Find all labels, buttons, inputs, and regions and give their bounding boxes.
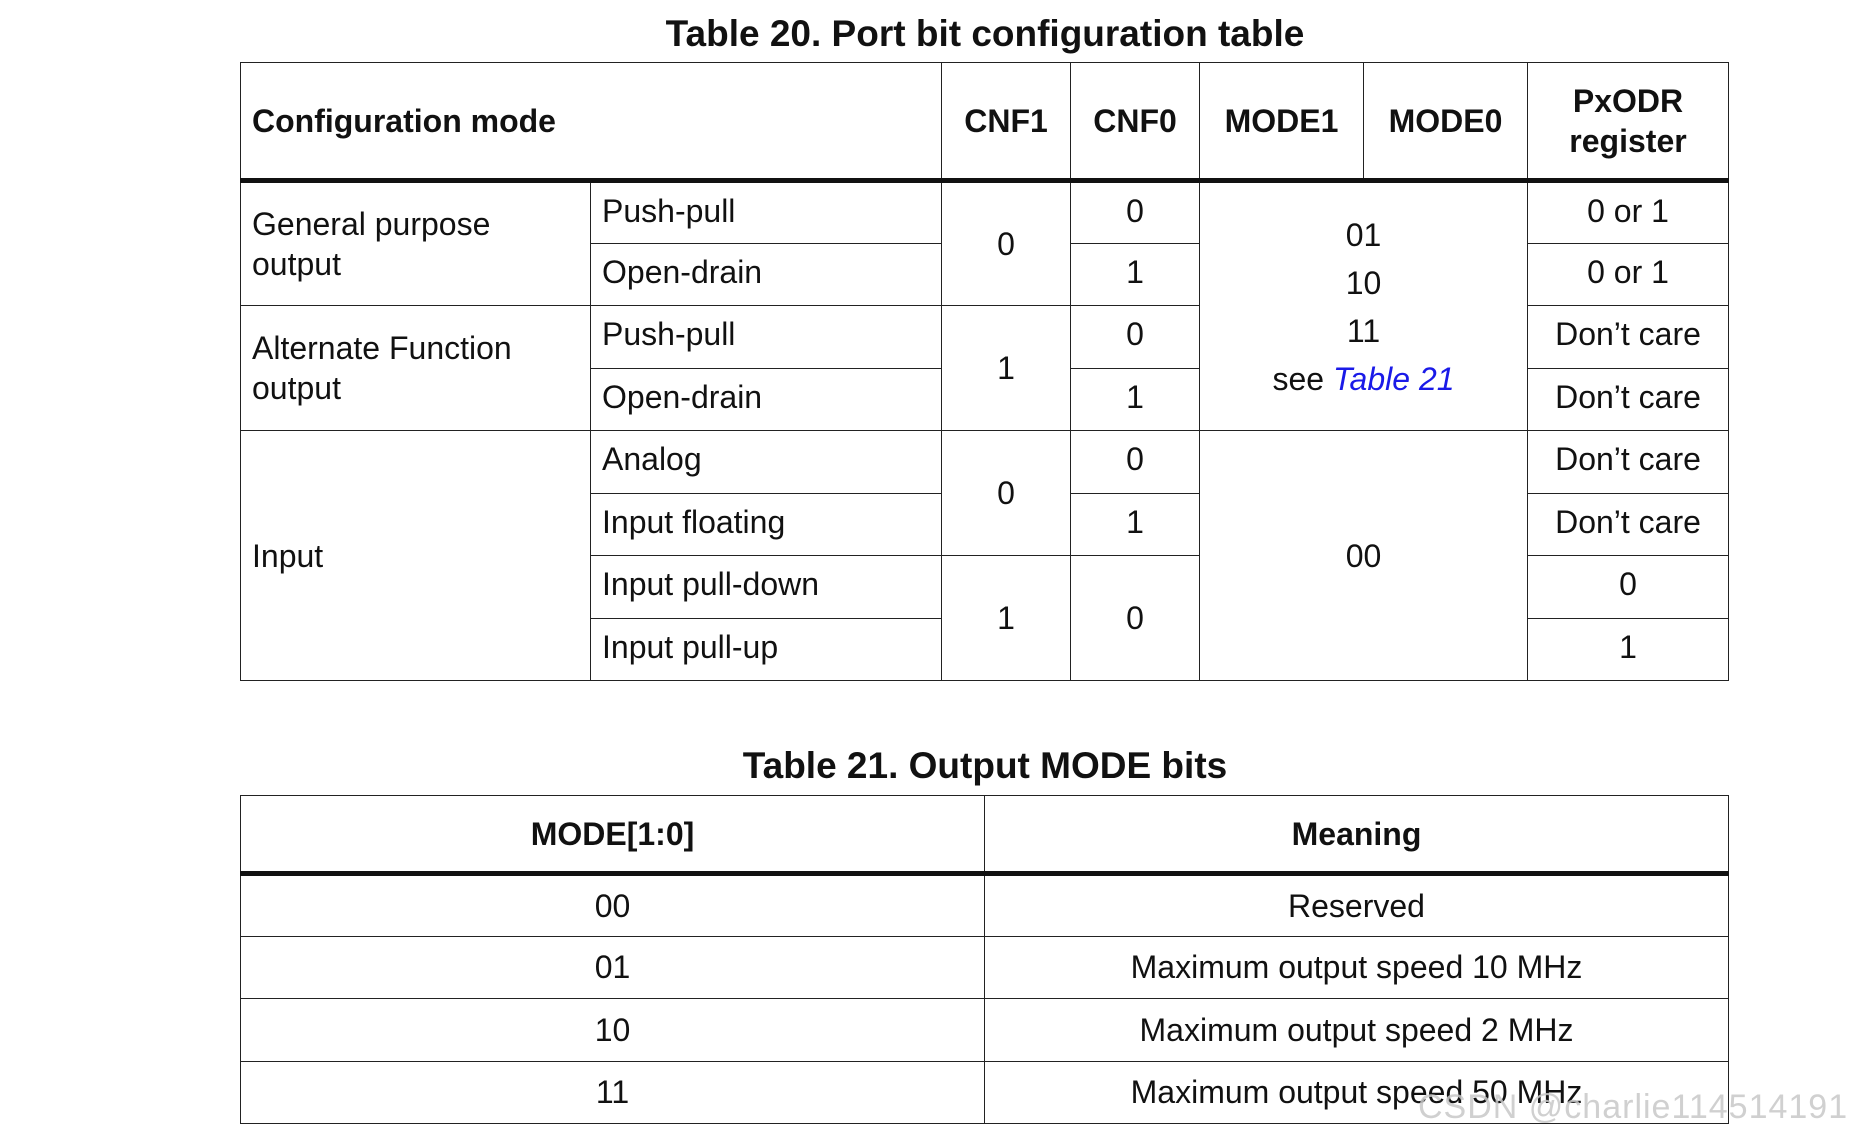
sub-mode-cell: Push-pull [591, 181, 942, 244]
cnf1-cell: 0 [942, 431, 1071, 556]
header-pxodr-line2: register [1569, 122, 1687, 159]
header-configuration-mode: Configuration mode [241, 63, 942, 181]
table-21-link[interactable]: Table 21 [1332, 360, 1455, 397]
sub-mode-cell: Analog [591, 431, 942, 494]
meaning-cell: Reserved [985, 874, 1729, 937]
group-input: Input [241, 431, 591, 681]
meaning-cell: Maximum output speed 50 MHz [985, 1061, 1729, 1124]
pxodr-cell: Don’t care [1528, 306, 1729, 369]
table-row [241, 431, 1729, 494]
table-row [241, 874, 1729, 937]
header-pxodr-register [1528, 63, 1729, 181]
sub-mode-cell: Input pull-up [591, 618, 942, 681]
group-alternate-function-output [241, 306, 591, 431]
group-alternate-function-line2: output [252, 370, 341, 406]
pxodr-cell: 0 or 1 [1528, 181, 1729, 244]
mode-bits-cell: 11 [241, 1061, 985, 1124]
cnf1-cell: 0 [942, 181, 1071, 306]
cnf0-cell: 0 [1071, 181, 1200, 244]
mode-bits-cell: 01 [241, 936, 985, 999]
table-row [241, 181, 1729, 244]
cnf0-cell: 0 [1071, 306, 1200, 369]
see-label: see [1272, 360, 1325, 397]
port-bit-configuration-table [240, 62, 1729, 681]
table-21-caption: Table 21. Output MODE bits [742, 745, 1228, 786]
mode-bits-cell: 10 [241, 999, 985, 1062]
sub-mode-cell: Open-drain [591, 243, 942, 306]
mode-output-cell [1200, 181, 1528, 431]
table-21-header-row [241, 796, 1729, 874]
cnf0-cell: 1 [1071, 493, 1200, 556]
header-mode0: MODE0 [1364, 63, 1528, 181]
table-row [241, 936, 1729, 999]
header-pxodr-line1: PxODR [1572, 82, 1684, 119]
output-mode-bits-table [240, 795, 1729, 1124]
cnf0-cell: 1 [1071, 243, 1200, 306]
mode-value-01: 01 [1345, 216, 1382, 253]
meaning-cell: Maximum output speed 2 MHz [985, 999, 1729, 1062]
pxodr-cell: Don’t care [1528, 368, 1729, 431]
header-mode1: MODE1 [1200, 63, 1364, 181]
cnf0-cell: 1 [1071, 368, 1200, 431]
pxodr-cell: 0 [1528, 556, 1729, 619]
pxodr-cell: Don’t care [1528, 431, 1729, 494]
mode-value-11: 11 [1346, 312, 1381, 349]
pxodr-cell: 0 or 1 [1528, 243, 1729, 306]
group-general-purpose-line1: General purpose [252, 206, 491, 242]
sub-mode-cell: Input pull-down [591, 556, 942, 619]
group-alternate-function-line1: Alternate Function [252, 330, 512, 366]
cnf0-cell: 0 [1071, 556, 1200, 681]
cnf1-cell: 1 [942, 306, 1071, 431]
group-general-purpose-output [241, 181, 591, 306]
header-cnf1: CNF1 [942, 63, 1071, 181]
cnf0-cell: 0 [1071, 431, 1200, 494]
sub-mode-cell: Push-pull [591, 306, 942, 369]
sub-mode-cell: Open-drain [591, 368, 942, 431]
table-row [241, 999, 1729, 1062]
header-mode-bits: MODE[1:0] [241, 796, 985, 874]
header-meaning: Meaning [985, 796, 1729, 874]
pxodr-cell: 1 [1528, 618, 1729, 681]
header-cnf0: CNF0 [1071, 63, 1200, 181]
group-general-purpose-line2: output [252, 246, 341, 282]
mode-value-10: 10 [1345, 264, 1382, 301]
table-20-caption: Table 20. Port bit configuration table [665, 13, 1305, 54]
watermark: CSDN @charlie114514191 [1418, 1088, 1849, 1126]
pxodr-cell: Don’t care [1528, 493, 1729, 556]
mode-input-cell: 00 [1200, 431, 1528, 681]
meaning-cell: Maximum output speed 10 MHz [985, 936, 1729, 999]
cnf1-cell: 1 [942, 556, 1071, 681]
mode-bits-cell: 00 [241, 874, 985, 937]
table-20-header-row [241, 63, 1729, 181]
sub-mode-cell: Input floating [591, 493, 942, 556]
